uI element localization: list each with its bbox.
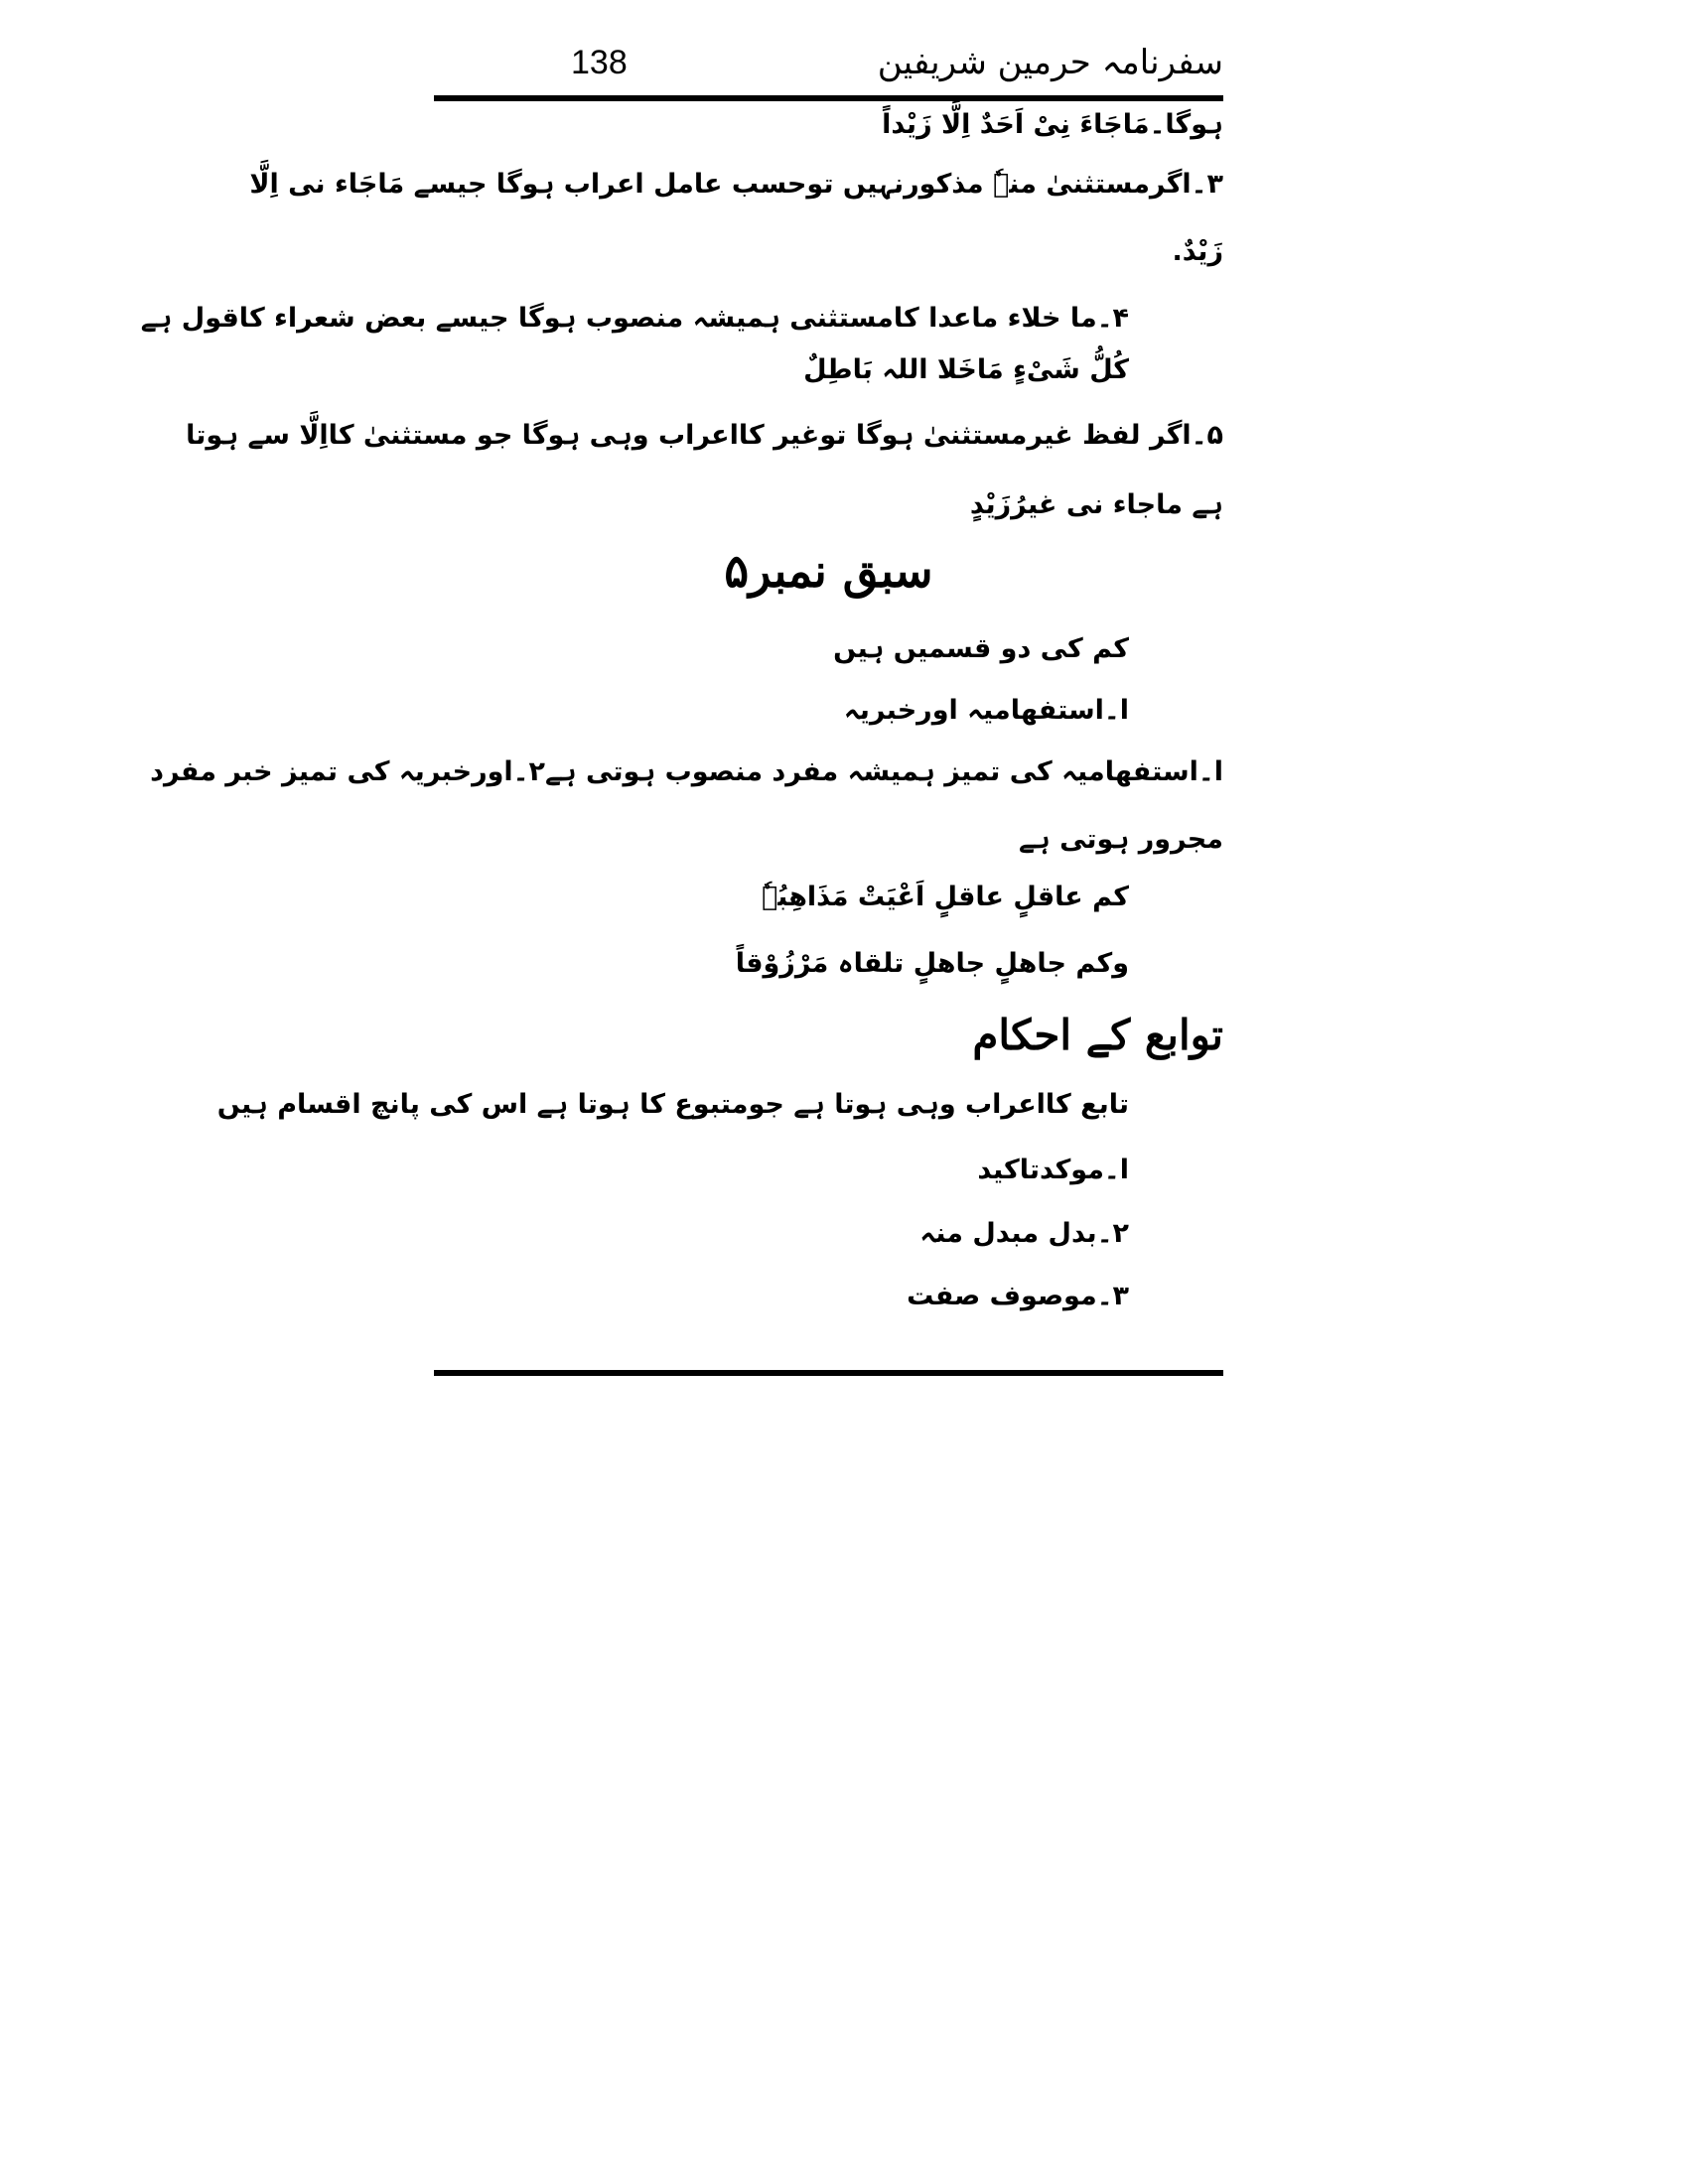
text-line: ا۔استفھامیہ کی تمیز ہمیشہ مفرد منصوب ہوتی ہے۲۔اورخبریہ کی تمیز خبر مفرد [150, 756, 1223, 787]
text-line: ا۔موکدتاکید [977, 1155, 1129, 1185]
text-line: زَیْدٌ. [1172, 236, 1223, 267]
text-line: ۲۔بدل مبدل منہ [919, 1218, 1129, 1249]
text-line: مجرور ہوتی ہے [1019, 824, 1223, 855]
text-line: ۳۔موصوف صفت [907, 1281, 1129, 1311]
header-rule [434, 95, 1223, 101]
text-line: ۵۔اگر لفظ غیرمستثنیٰ ہوگا توغیر کااعراب وہی ہوگا جو مستثنیٰ کااِلَّا سے ہوتا [186, 420, 1223, 451]
lesson-heading: سبق نمبر۵ [724, 544, 933, 598]
text-line: ہے ماجاء نی غیرُزَیْدٍ [969, 489, 1223, 520]
page-number: 138 [571, 44, 628, 81]
text-line: ۳۔اگرمستثنیٰ منہٗ مذکورنہیں توحسب عامل اعراب ہوگا جیسے مَاجَاء نی اِلَّا [249, 169, 1223, 200]
text-line: وکم جاھلٍ جاھلٍ تلقاہ مَرْزُوْقاً [735, 948, 1129, 979]
text-line: ۴۔ما خلاء ماعدا کامستثنی ہمیشہ منصوب ہوگا جیسے بعض شعراء کاقول ہے [140, 303, 1129, 334]
text-line: ا۔استفھامیہ اورخبریہ [843, 695, 1129, 726]
book-title: سفرنامہ حرمین شریفین [877, 43, 1223, 82]
text-line: کم عاقلٍ عاقلٍ اَعْیَتْ مَذَاھِبُہٗ [761, 882, 1129, 912]
footer-rule [434, 1370, 1223, 1376]
page-header [434, 38, 1223, 97]
section-heading: توابع کے احکام [972, 1011, 1223, 1059]
text-line: کُلُّ شَیْءٍ مَاخَلا اللہ بَاطِلٌ [803, 354, 1129, 385]
text-line: کم کی دو قسمیں ہیں [833, 633, 1129, 664]
book-page [140, 0, 1223, 1410]
text-line: تابع کااعراب وہی ہوتا ہے جومتبوع کا ہوتا ہے اس کی پانچ اقسام ہیں [216, 1089, 1129, 1120]
text-line: ہوگا۔مَاجَاءَ نِیْ اَحَدٌ اِلَّا زَیْداً [882, 109, 1223, 140]
